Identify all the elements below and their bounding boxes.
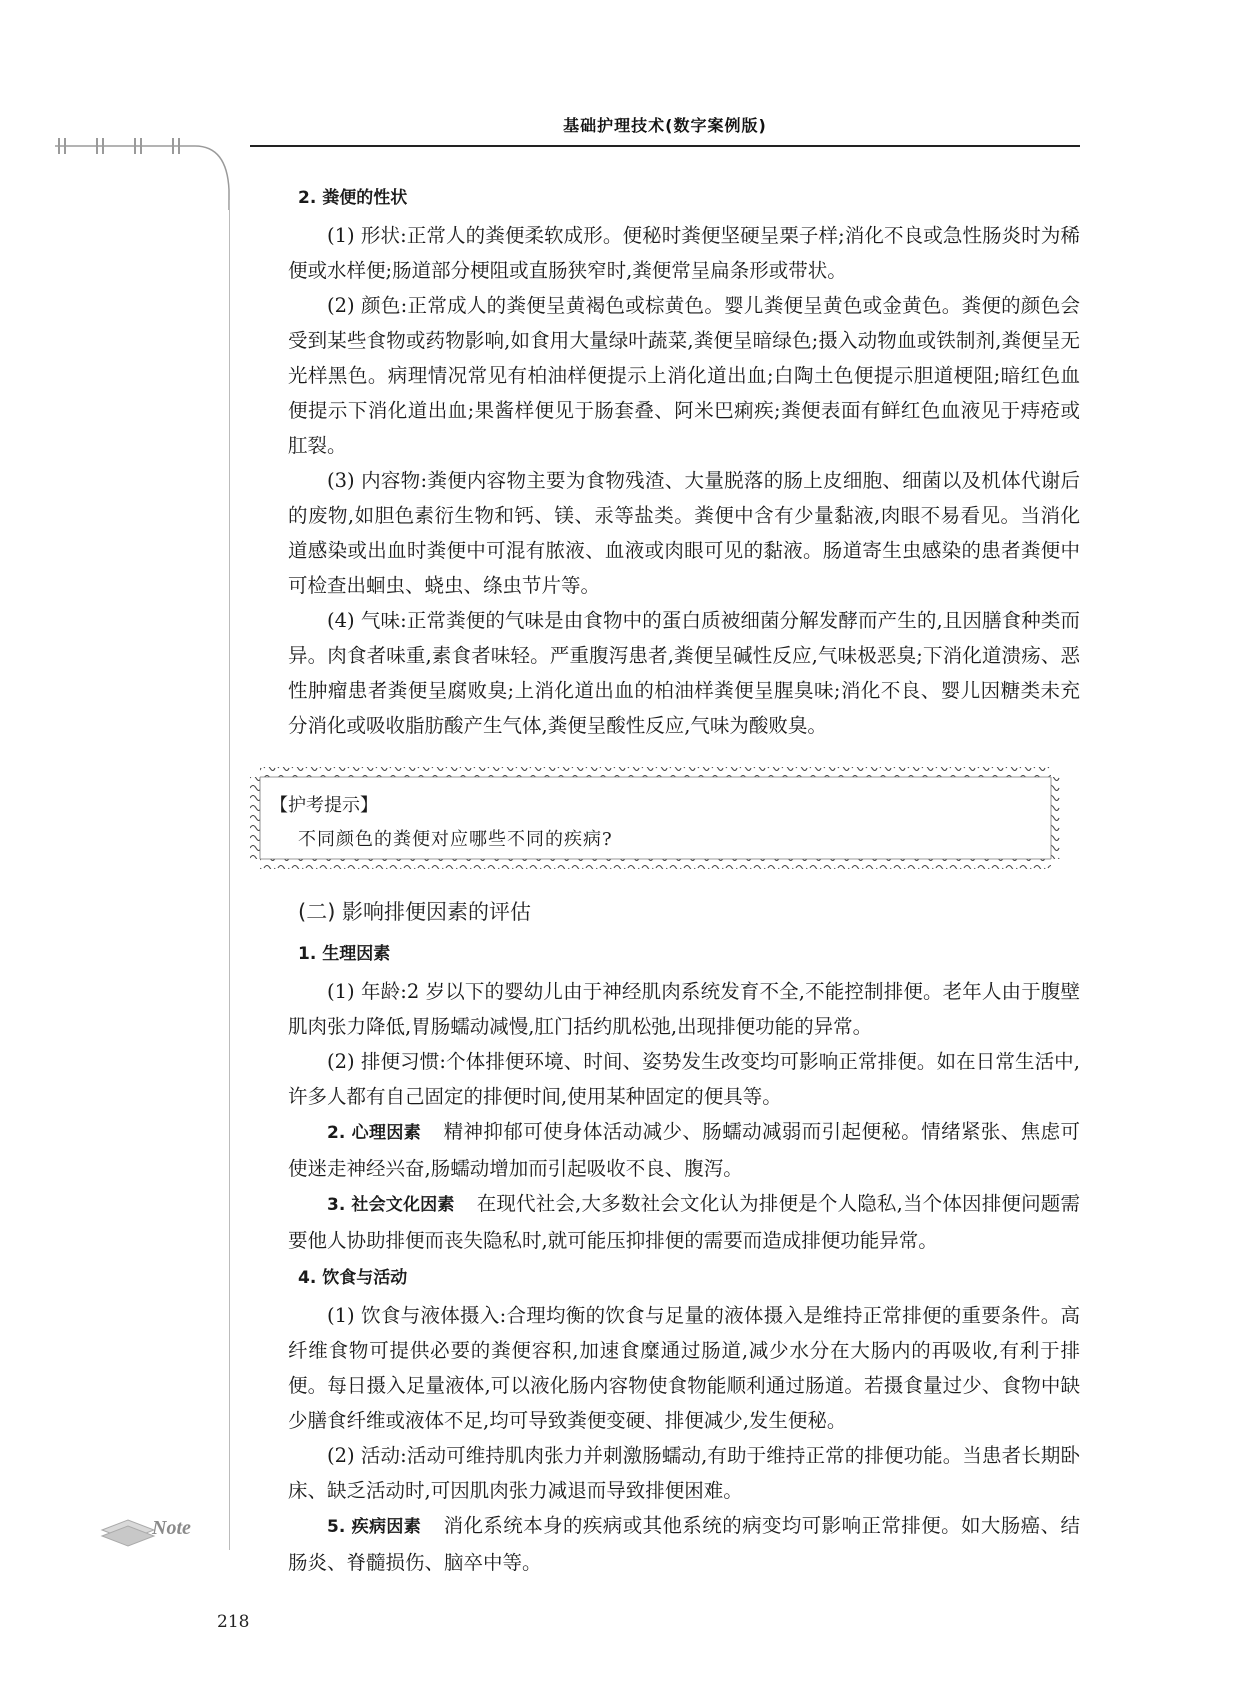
page-number: 218 bbox=[217, 1612, 250, 1632]
paragraph-psychological bbox=[288, 1114, 1080, 1186]
paragraph-habit: (2) 排便习惯:个体排便环境、时间、姿势发生改变均可影响正常排便。如在日常生活中,许多人都有自己固定的排便时间,使用某种固定的便具等。 bbox=[288, 1050, 1080, 1108]
heading-diet-activity: 4. 饮食与活动 bbox=[298, 1268, 408, 1288]
page-body bbox=[270, 178, 1081, 1580]
ornamental-border bbox=[248, 763, 1063, 873]
paragraph-color: (2) 颜色:正常成人的粪便呈黄褐色或棕黄色。婴儿粪便呈黄色或金黄色。粪便的颜色会受到某些食物或药物影响,如食用大量绿叶蔬菜,粪便呈暗绿色;摄入动物血或铁制剂,粪便呈无光样黑色。病理情况常见有柏油样便提示上消化道出血;白陶土色便提示胆道梗阻;暗红色血便提示下消化道出血;果酱样便见于肠套叠、阿米巴痢疾;粪便表面有鲜红色血液见于痔疮或肛裂。 bbox=[288, 294, 1081, 457]
paragraph-odor: (4) 气味:正常粪便的气味是由食物中的蛋白质被细菌分解发酵而产生的,且因膳食种类而异。肉食者味重,素食者味轻。严重腹泻患者,粪便呈碱性反应,气味极恶臭;下消化道溃疡、恶性肿瘤患者粪便呈腐败臭;上消化道出血的柏油样粪便呈腥臭味;消化不良、婴儿因糖类未充分消化或吸收脂肪酸产生气体,粪便呈酸性反应,气味为酸败臭。 bbox=[288, 609, 1080, 737]
heading-psychological: 2. 心理因素 bbox=[327, 1123, 422, 1143]
paragraph-disease bbox=[288, 1508, 1080, 1580]
svg-text:Note: Note bbox=[152, 1517, 191, 1539]
heading-disease: 5. 疾病因素 bbox=[327, 1517, 422, 1537]
paragraph-social bbox=[288, 1186, 1080, 1258]
paragraph-age: (1) 年龄:2 岁以下的婴幼儿由于神经肌肉系统发育不全,不能控制排便。老年人由于腹壁肌肉张力降低,胃肠蠕动减慢,肛门括约肌松弛,出现排便功能的异常。 bbox=[288, 980, 1080, 1038]
heading-physiological: 1. 生理因素 bbox=[298, 944, 391, 964]
text-social: 在现代社会,大多数社会文化认为排便是个人隐私,当个体因排便问题需要他人协助排便而丧失隐私时,就可能压抑排便的需要而造成排便功能异常。 bbox=[288, 1192, 1080, 1252]
text-disease: 消化系统本身的疾病或其他系统的病变均可影响正常排便。如大肠癌、结肠炎、脊髓损伤、脑卒中等。 bbox=[288, 1514, 1080, 1574]
heading-social: 3. 社会文化因素 bbox=[327, 1195, 455, 1215]
margin-rule bbox=[229, 200, 230, 1550]
tip-text: 不同颜色的粪便对应哪些不同的疾病? bbox=[298, 829, 613, 850]
tip-title: 【护考提示】 bbox=[270, 795, 378, 816]
heading-stool-properties: 2. 粪便的性状 bbox=[298, 188, 408, 208]
paragraph-activity: (2) 活动:活动可维持肌肉张力并刺激肠蠕动,有助于维持正常的排便功能。当患者长期卧床、缺乏活动时,可因肌肉张力减退而导致排便困难。 bbox=[288, 1444, 1080, 1502]
note-logo bbox=[98, 1500, 218, 1550]
paragraph-shape: (1) 形状:正常人的粪便柔软成形。便秘时粪便坚硬呈栗子样;消化不良或急性肠炎时为稀便或水样便;肠道部分梗阻或直肠狭窄时,粪便常呈扁条形或带状。 bbox=[288, 224, 1080, 282]
margin-decoration bbox=[55, 130, 235, 210]
text-psychological: 精神抑郁可使身体活动减少、肠蠕动减弱而引起便秘。情绪紧张、焦虑可使迷走神经兴奋,肠蠕动增加而引起吸收不良、腹泻。 bbox=[288, 1120, 1080, 1180]
running-header-title: 基础护理技术(数字案例版) bbox=[563, 116, 767, 135]
paragraph-diet: (1) 饮食与液体摄入:合理均衡的饮食与足量的液体摄入是维持正常排便的重要条件。高纤维食物可提供必要的粪便容积,加速食糜通过肠道,减少水分在大肠内的再吸收,有利于排便。每日摄入足量液体,可以液化肠内容物使食物能顺利通过肠道。若摄食量过少、食物中缺少膳食纤维或液体不足,均可导致粪便变硬、排便减少,发生便秘。 bbox=[288, 1304, 1080, 1432]
header-rule bbox=[250, 145, 1080, 147]
heading-factors: (二) 影响排便因素的评估 bbox=[298, 900, 532, 924]
exam-tip-box bbox=[248, 763, 1063, 873]
paragraph-contents: (3) 内容物:粪便内容物主要为食物残渣、大量脱落的肠上皮细胞、细菌以及机体代谢后的废物,如胆色素衍生物和钙、镁、汞等盐类。粪便中含有少量黏液,肉眼不易看见。当消化道感染或出血时粪便中可混有脓液、血液或肉眼可见的黏液。肠道寄生虫感染的患者粪便中可检查出蛔虫、蛲虫、绦虫节片等。 bbox=[288, 469, 1080, 597]
